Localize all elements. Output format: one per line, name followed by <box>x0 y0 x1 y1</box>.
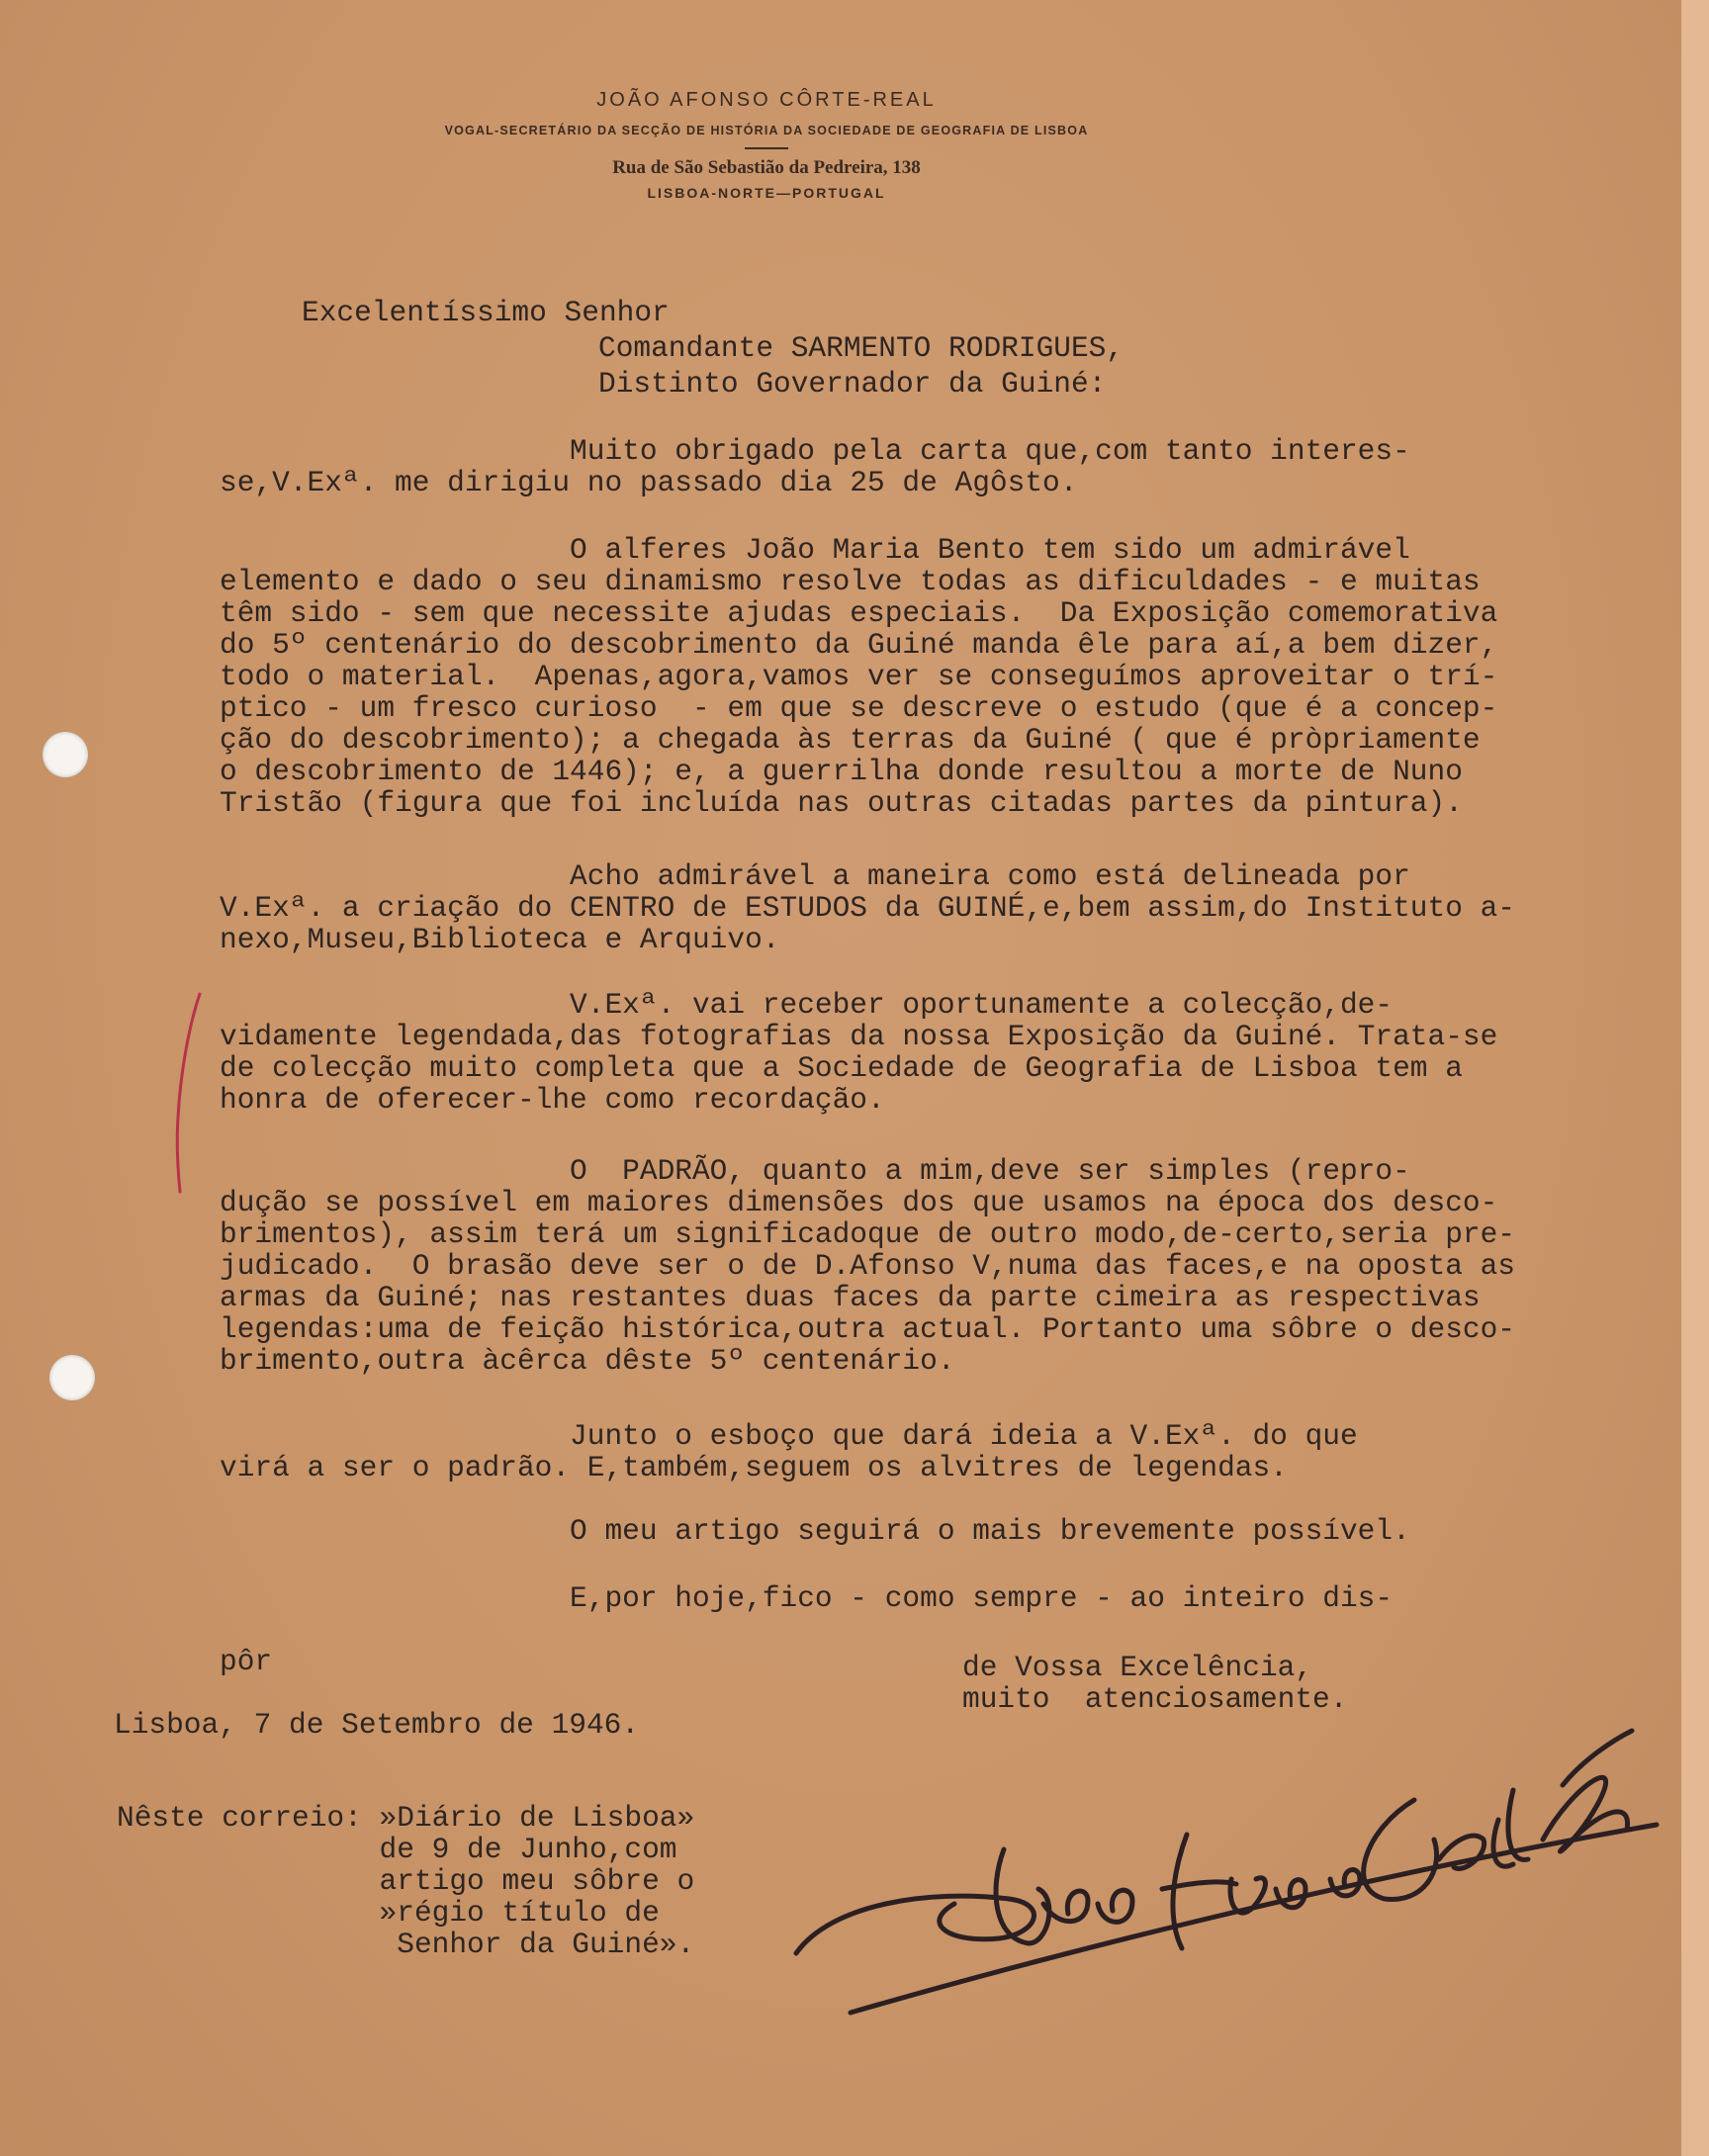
date-line: Lisboa, 7 de Setembro de 1946. <box>114 1708 640 1742</box>
paragraph: Acho admirável a maneira como está delineada por V.Exª. a criação do CENTRO de ESTUDOS da GUINÉ,e,bem assim,do Instituto a- nexo,Museu,Biblioteca e Arquivo. <box>220 859 1516 956</box>
salutation-line: Excelentíssimo Senhor <box>302 296 670 329</box>
signature <box>791 1691 1662 2018</box>
letterhead-city: LISBOA-NORTE—PORTUGAL <box>647 185 886 201</box>
paragraph: Muito obrigado pela carta que,com tanto interes- se,V.Exª. me dirigiu no passado dia 25 de Agôsto. <box>220 434 1410 499</box>
letterhead <box>0 89 1533 201</box>
paragraph: O alferes João Maria Bento tem sido um admirável elemento e dado o seu dinamismo resolve todas as dificuldades - e muitas têm sido - sem que necessite ajudas especiais. Da Exposição comemorativa do 5º centenário do descobrimento da Guiné manda êle para aí,a bem dizer, todo o material. Apenas,agora,vamos ver se conseguímos aproveitar o trí- ptico - um fresco curioso - em que se descreve o estudo (que é a concep- ção do descobrimento); a chegada às terras da Guiné ( que é pròpriamente o descobrimento de 1446); e, a guerrilha donde resultou a morte de Nuno Tristão (figura que foi incluída nas outras citadas partes da pintura). <box>220 533 1498 820</box>
paragraph: O PADRÃO, quanto a mim,deve ser simples (repro- dução se possível em maiores dimensões dos que usamos na época dos desco- brimentos), assim terá um significadoque de outro modo,de-certo,seria pre- judicado. O brasão deve ser o de D.Afonso V,numa das faces,e na oposta as armas da Guiné; nas restantes duas faces da parte cimeira as respectivas legendas:uma de feição histórica,outra actual. Portanto uma sôbre o desco- brimento,outra àcêrca dêste 5º centenário. <box>220 1154 1516 1378</box>
paragraph: V.Exª. vai receber oportunamente a colecção,de- vidamente legendada,das fotografias da nossa Exposição da Guiné. Trata-se de colecção muito completa que a Sociedade de Geografia de Lisboa tem a honra de oferecer-lhe como recordação. <box>220 988 1498 1117</box>
red-pencil-mark <box>168 989 208 1197</box>
paragraph: Junto o esboço que dará ideia a V.Exª. do que virá a ser o padrão. E,também,seguem os alvitres de legendas. <box>220 1419 1358 1484</box>
paragraph: E,por hoje,fico - como sempre - ao inteiro dis- pôr <box>220 1581 1394 1678</box>
salutation-line: Distinto Governador da Guiné: <box>598 367 1107 401</box>
postscript: Nêste correio: »Diário de Lisboa» de 9 de Junho,com artigo meu sôbre o »régio título de Senhor da Guiné». <box>117 1801 695 1961</box>
paper-edge <box>1681 0 1709 2156</box>
letterhead-name: JOÃO AFONSO CÔRTE-REAL <box>596 89 937 111</box>
punch-hole <box>43 732 88 777</box>
letterhead-title: VOGAL-SECRETÁRIO DA SECÇÃO DE HISTÓRIA DA SOCIEDADE DE GEOGRAFIA DE LISBOA <box>444 124 1089 137</box>
letterhead-address: Rua de São Sebastião da Pedreira, 138 <box>612 157 921 178</box>
closing: de Vossa Excelência, muito atenciosamente. <box>962 1651 1348 1716</box>
salutation-line: Comandante SARMENTO RODRIGUES, <box>598 331 1124 365</box>
paragraph: O meu artigo seguirá o mais brevemente possível. <box>220 1514 1410 1548</box>
punch-hole <box>49 1355 95 1400</box>
letterhead-divider <box>745 147 788 149</box>
